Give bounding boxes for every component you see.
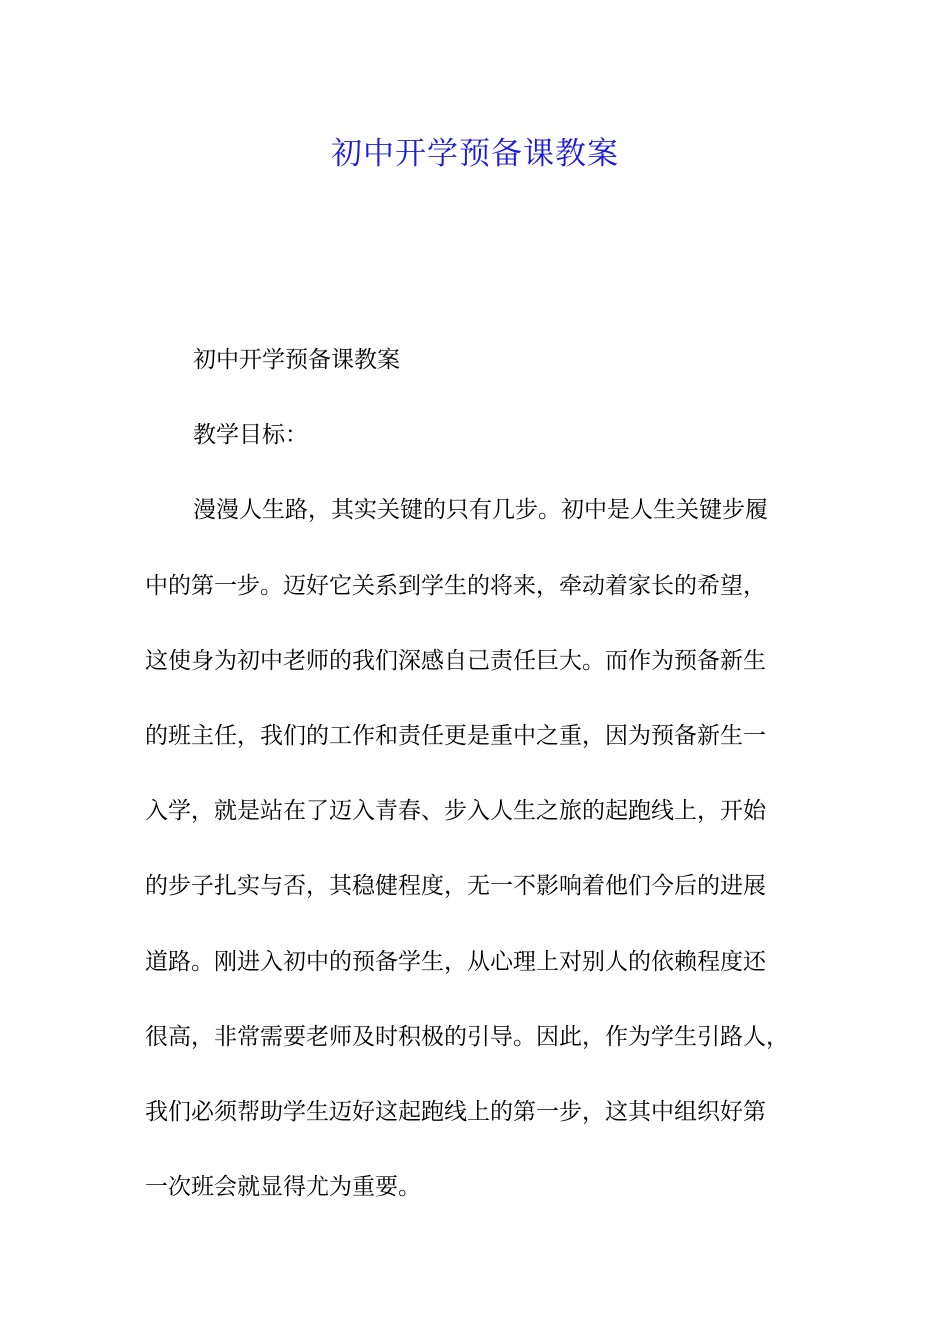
paragraph-line: 很高，非常需要老师及时积极的引导。因此，作为学生引路人， (145, 1023, 789, 1050)
paragraph-line: 中的第一步。迈好它关系到学生的将来，牵动着家长的希望， (145, 572, 766, 599)
paragraph-line: 的步子扎实与否，其稳健程度，无一不影响着他们今后的进展 (145, 873, 766, 900)
subtitle-line: 初中开学预备课教案 (193, 347, 400, 373)
document-title: 初中开学预备课教案 (331, 136, 619, 172)
section-heading: 教学目标： (193, 422, 308, 449)
paragraph-line: 我们必须帮助学生迈好这起跑线上的第一步，这其中组织好第 (145, 1098, 766, 1125)
paragraph-line: 这使身为初中老师的我们深感自己责任巨大。而作为预备新生 (145, 647, 766, 674)
paragraph-line: 一次班会就显得尤为重要。 (145, 1174, 421, 1201)
document-body (145, 335, 823, 1237)
paragraph-line: 漫漫人生路，其实关键的只有几步。初中是人生关键步履 (193, 497, 768, 524)
paragraph-line: 的班主任，我们的工作和责任更是重中之重，因为预备新生一 (145, 722, 766, 749)
paragraph-line: 入学，就是站在了迈入青春、步入人生之旅的起跑线上，开始 (145, 798, 766, 825)
paragraph-line: 道路。刚进入初中的预备学生，从心理上对别人的依赖程度还 (145, 948, 766, 975)
